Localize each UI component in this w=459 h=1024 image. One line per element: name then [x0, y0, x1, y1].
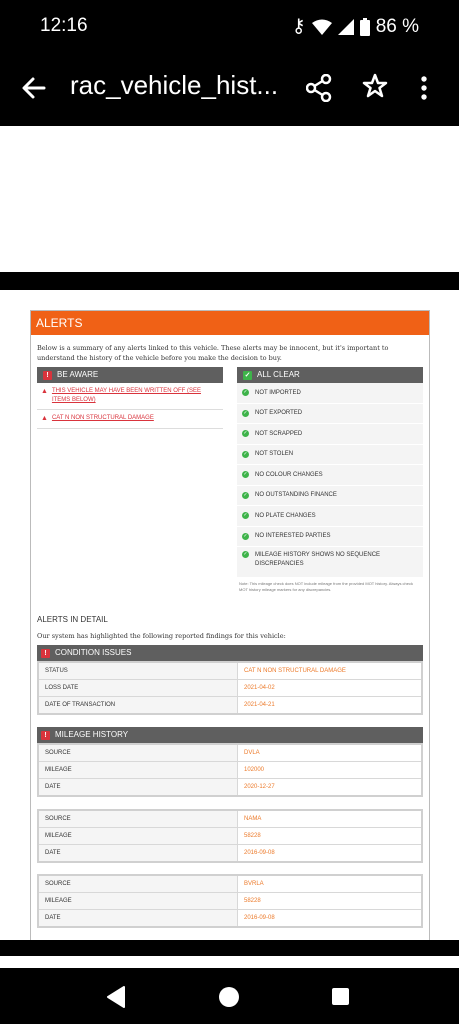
- clear-item: ✓ NO PLATE CHANGES: [237, 506, 423, 527]
- check-circle-icon: ✓: [243, 409, 248, 416]
- check-circle-icon: ✓: [243, 389, 248, 396]
- alerts-in-detail-subtitle: Our system has highlighted the following reported findings for this vehicle:: [37, 632, 286, 640]
- next-page: [0, 956, 459, 968]
- battery-level: 86 %: [375, 15, 419, 37]
- check-circle-icon: ✓: [243, 430, 248, 437]
- warning-link[interactable]: THIS VEHICLE MAY HAVE BEEN WRITTEN OFF (SEE ITEMS BELOW): [51, 388, 201, 403]
- status-bar: [0, 0, 459, 52]
- table-row: MILEAGE 58228: [38, 893, 422, 910]
- nav-back-icon[interactable]: [106, 986, 126, 1008]
- table-row: DATE OF TRANSACTION 2021-04-21: [38, 697, 422, 715]
- clear-item: ✓ MILEAGE HISTORY SHOWS NO SEQUENCE DISCREPANCIES: [237, 547, 423, 578]
- alerts-in-detail-title: ALERTS IN DETAIL: [37, 615, 108, 624]
- be-aware-header: [37, 367, 223, 383]
- table-row: STATUS CAT N NON STRUCTURAL DAMAGE: [38, 662, 422, 680]
- table-row: SOURCE DVLA: [38, 744, 422, 762]
- warning-item: [37, 383, 223, 410]
- mileage-table: [37, 743, 423, 797]
- exclamation-icon: !: [43, 371, 52, 380]
- more-options-icon[interactable]: [420, 76, 428, 100]
- page-gap: [0, 272, 459, 290]
- system-nav-bar: [0, 968, 459, 1024]
- status-icons: [292, 15, 419, 38]
- check-circle-icon: ✓: [243, 450, 248, 457]
- exclamation-icon: !: [41, 649, 50, 658]
- all-clear-header: [237, 367, 423, 383]
- clear-item: ✓ NO COLOUR CHANGES: [237, 465, 423, 486]
- condition-issues-label: CONDITION ISSUES: [55, 648, 132, 657]
- warning-triangle-icon: ▲: [41, 388, 48, 395]
- mileage-note: Note: This mileage check does NOT include mileage from the provided MOT history. Always check MOT history mileage markers for any discrepancies.: [239, 581, 414, 592]
- clear-item: ✓ NOT IMPORTED: [237, 383, 423, 404]
- wifi-icon: [312, 19, 332, 35]
- condition-issues-header: [37, 645, 423, 661]
- table-row: SOURCE NAMA: [38, 810, 422, 828]
- mileage-history-header: [37, 727, 423, 743]
- clear-item: ✓ NOT SCRAPPED: [237, 424, 423, 445]
- mileage-table: [37, 809, 423, 863]
- share-icon[interactable]: [306, 74, 332, 102]
- alerts-section: [30, 310, 430, 941]
- warning-item: [37, 410, 223, 429]
- nav-home-icon[interactable]: [218, 986, 240, 1008]
- battery-icon: [360, 18, 370, 36]
- warning-link[interactable]: CAT N NON STRUCTURAL DAMAGE: [51, 415, 154, 421]
- mileage-history-label: MILEAGE HISTORY: [55, 730, 129, 739]
- all-clear-panel: [237, 367, 423, 596]
- check-icon: ✓: [244, 371, 251, 379]
- table-row: DATE 2016-09-08: [38, 910, 422, 928]
- alerts-intro: Below is a summary of any alerts linked to this vehicle. These alerts may be innocent, but it's important to understand the history of the vehicle before you make the decision to buy.: [37, 344, 389, 362]
- document-title: rac_vehicle_hist...: [70, 70, 279, 100]
- check-circle-icon: ✓: [243, 512, 248, 519]
- app-toolbar: [0, 52, 459, 126]
- clear-item: ✓ NOT STOLEN: [237, 445, 423, 466]
- table-row: MILEAGE 102000: [38, 762, 422, 779]
- clear-item: ✓ NOT EXPORTED: [237, 404, 423, 425]
- previous-page: [0, 126, 459, 272]
- be-aware-label: BE AWARE: [57, 370, 99, 379]
- check-circle-icon: ✓: [243, 491, 248, 498]
- check-circle-icon: ✓: [243, 551, 248, 557]
- warning-triangle-icon: ▲: [41, 415, 48, 422]
- signal-icon: [338, 19, 354, 35]
- table-row: DATE 2016-09-08: [38, 845, 422, 863]
- check-circle-icon: ✓: [243, 471, 248, 478]
- page-gap: [0, 940, 459, 956]
- table-row: DATE 2020-12-27: [38, 779, 422, 797]
- alerts-heading: ALERTS: [31, 311, 429, 335]
- star-icon[interactable]: [362, 72, 388, 100]
- clear-item: ✓ NO INTERESTED PARTIES: [237, 527, 423, 548]
- condition-table: [37, 661, 423, 715]
- document-page[interactable]: [0, 290, 459, 940]
- table-row: MILEAGE 58228: [38, 828, 422, 845]
- exclamation-icon: !: [41, 731, 50, 740]
- table-row: SOURCE BVRLA: [38, 875, 422, 893]
- nav-recents-icon[interactable]: [331, 987, 350, 1006]
- key-icon: ⚷: [291, 16, 306, 37]
- status-time: 12:16: [40, 15, 88, 36]
- all-clear-label: ALL CLEAR: [257, 370, 300, 379]
- clear-item: ✓ NO OUTSTANDING FINANCE: [237, 486, 423, 507]
- table-row: LOSS DATE 2021-04-02: [38, 680, 422, 697]
- back-arrow-icon[interactable]: [20, 74, 48, 102]
- be-aware-panel: [37, 367, 223, 429]
- check-circle-icon: ✓: [243, 532, 248, 539]
- mileage-table: [37, 874, 423, 928]
